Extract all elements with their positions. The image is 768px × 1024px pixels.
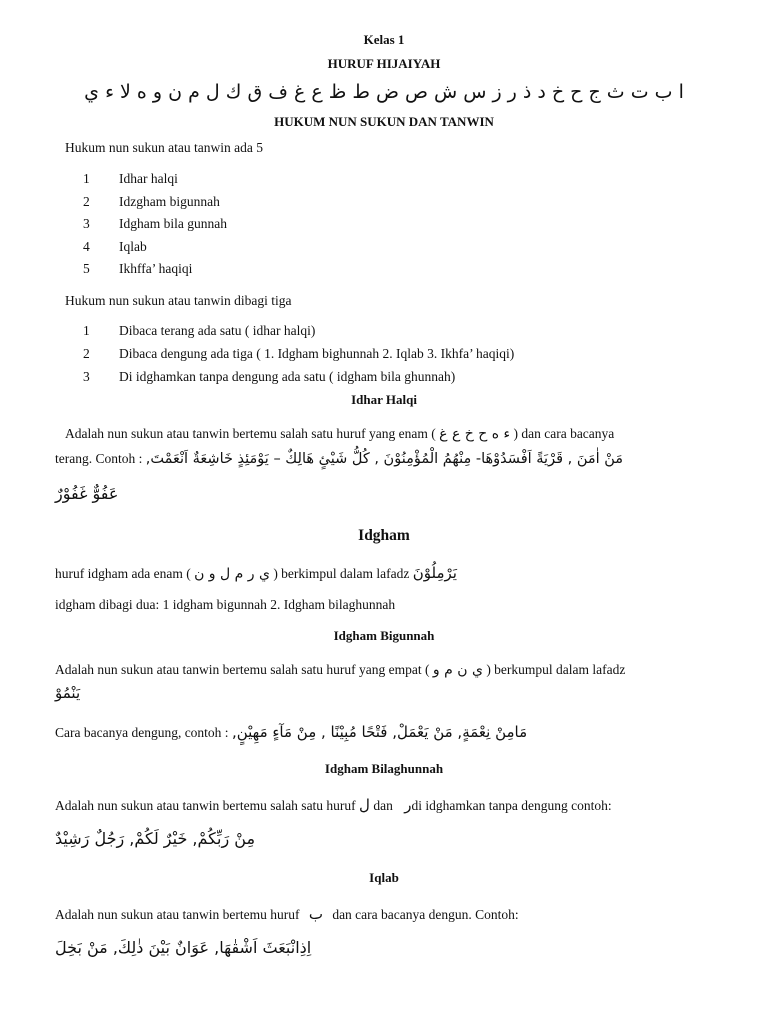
arabic-example: مَامِنْ نِعْمَةٍ, مَنْ يَعْمَلْ, فَتْحًا مُبِيْنًا , مِنْ مَآءٍ مَهِيْنٍ, [231,723,528,741]
arabic-example: اِذِانْبَعَثَ اَشْقٰهَا, عَوَانٌ بَيْنَ ذٰلِكَ, مَنْ بَخِلَ [55,938,312,957]
definition-text: ) berkimpul dalam lafadz [273,566,410,581]
list-item [83,194,220,210]
arabic-letters: ي ن م و [432,662,483,678]
idhar-halqi-definition [65,426,614,442]
iqlab-definition [55,905,519,923]
list-text: Iqlab [119,239,147,254]
hukum-dibagi-intro: Hukum nun sukun atau tanwin dibagi tiga [65,293,292,308]
arabic-letter: ر [404,796,412,814]
idgham-title: Idgham [358,527,410,544]
hijaiyah-alphabet: ا ب ت ث ج ح خ د ذ ر ز س ش ص ض ط ظ ع غ ف ق ك ل م ن و ه لا ء ي [84,81,684,103]
definition-text: Adalah nun sukun atau tanwin bertemu salah satu huruf yang enam ( [65,426,436,441]
list-item [83,239,147,255]
list-item [83,346,514,362]
definition-text: di idghamkan tanpa dengung contoh: [411,798,612,813]
list-text: Idhar halqi [119,171,178,186]
example-label: terang. Contoh : [55,451,143,466]
definition-text: huruf idgham ada enam ( [55,566,191,581]
idgham-bilaghunnah-definition [55,796,612,814]
list-text: Idgham bila gunnah [119,216,227,231]
idhar-halqi-title: Idhar Halqi [351,392,417,407]
definition-text: dan [373,798,393,813]
definition-text: ) berkumpul dalam lafadz [486,662,626,677]
arabic-example: عَفُوٌّ غَفُوْرٌ [55,484,119,503]
idgham-bigunnah-definition [55,662,625,678]
definition-text: Adalah nun sukun atau tanwin bertemu huruf [55,907,300,922]
list-item [83,216,227,232]
example-label: Cara bacanya dengung, contoh : [55,725,229,740]
arabic-example: مِنْ رَبِّكُمْ, خَيْرٌ لَكُمْ, رَجُلٌ رَشِيْدٌ [55,829,256,848]
arabic-letters: ء ه ح خ ع غ [439,426,511,442]
huruf-hijaiyah-title: HURUF HIJAIYAH [327,56,441,71]
list-text: Dibaca dengung ada tiga ( 1. Idgham bighunnah 2. Iqlab 3. Ikhfa’ haqiqi) [119,346,515,361]
definition-text: Adalah nun sukun atau tanwin bertemu salah satu huruf [55,798,356,813]
list-item [83,261,192,277]
definition-text: dan cara bacanya dengun. Contoh: [332,907,519,922]
list-number: 1 [83,323,90,338]
definition-text: ) dan cara bacanya [513,426,615,441]
idhar-halqi-example-line [55,451,623,467]
arabic-letter: ل [359,796,370,814]
idgham-bilaghunnah-title: Idgham Bilaghunnah [324,761,444,776]
list-text: Idzgham bigunnah [119,194,220,209]
list-item [83,323,315,339]
section-title: HUKUM NUN SUKUN DAN TANWIN [274,114,494,129]
idgham-bigunnah-title: Idgham Bigunnah [333,628,435,643]
arabic-letters: ي ر م ل و ن [194,566,270,582]
list-number: 2 [83,194,90,209]
list-text: Ikhffa’ haqiqi [119,261,193,276]
definition-text: Adalah nun sukun atau tanwin bertemu salah satu huruf yang empat ( [55,662,430,677]
list-item [83,171,178,187]
idgham-letters-line [55,564,457,582]
list-number: 1 [83,171,90,186]
hukum-ada-intro: Hukum nun sukun atau tanwin ada 5 [65,140,263,155]
list-item [83,369,455,385]
list-text: Di idghamkan tanpa dengung ada satu ( idgham bila ghunnah) [119,369,456,384]
idgham-division: idgham dibagi dua: 1 idgham bigunnah 2. Idgham bilaghunnah [55,597,396,612]
arabic-word: يَرْمِلُوْنَ [412,564,457,582]
list-number: 4 [83,239,90,254]
list-number: 5 [83,261,90,276]
list-number: 3 [83,369,90,384]
list-number: 2 [83,346,90,361]
class-label: Kelas 1 [363,32,405,47]
arabic-example: مَنْ اٰمَنَ , قَرْيَةً اَفْسَدُوْهَا- مِنْهُمُ الْمُؤْمِنُوْنَ , كُلُّ شَيْئٍ هَالِكٌ – يَوْمَئِذٍ خَاشِعَةٌ اَنْعَمْتَ, [145,451,624,467]
list-number: 3 [83,216,90,231]
list-text: Dibaca terang ada satu ( idhar halqi) [119,323,316,338]
arabic-word: يَنْمُوْ [55,684,81,702]
iqlab-title: Iqlab [369,870,399,885]
idgham-bigunnah-example-line [55,723,527,741]
arabic-letter: ب [308,905,323,923]
